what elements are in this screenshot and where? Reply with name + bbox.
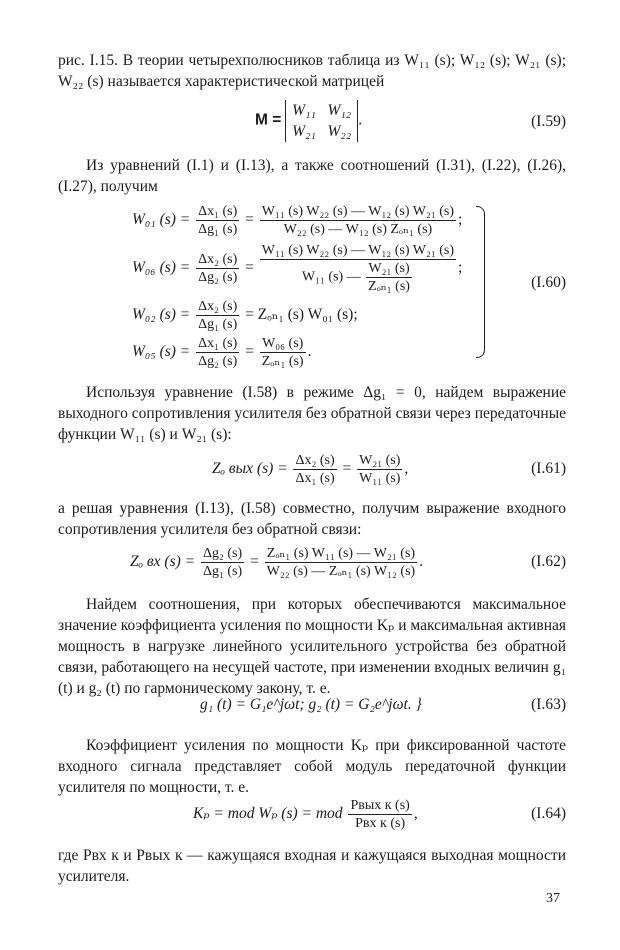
eq60-l2-f1d: Δg₂ (s) [198,270,238,285]
eq60-l3-rhs: = Zₒₙ₁ (s) W₀₁ (s); [245,306,358,324]
paragraph-2: Из уравнений (I.1) и (I.13), а также соотношений (I.31), (I.22), (I.26), (I.27), получим [58,157,566,195]
eq60-l3-f1d: Δg₁ (s) [198,317,238,332]
page-number: 37 [546,891,560,906]
eq59-number: (I.59) [531,113,566,130]
eq60-line2 [132,242,462,295]
eq60-l2-lhs: W₀₆ (s) = [132,259,191,277]
equation-I64 [193,797,418,832]
eq62-lhs: Zₒ вх (s) = [130,553,196,571]
eq59-r1c1: W₁₁ [292,102,316,119]
eq60-l2-d-a: W₁₁ (s) — [301,269,361,285]
eq60-l1-eq: = [245,211,254,229]
eq60-l2-eq: = [245,259,254,277]
eq61-f2n: W₂₁ (s) [359,453,401,468]
eq62-eq: = [250,553,259,571]
paragraph-5: Найдем соотношения, при которых обеспечиваются максимальное значение коэффициента усиления по мощности Kₚ и максимальная активная мощность в нагрузке линейного усилительного устройства без обратной связи, работающего на несущей частоте, при изменении входных величин g₁ (t) и g₂ (t) по гармоническому закону, т. е. [58,596,566,697]
eq62-number: (I.62) [531,553,566,570]
eq62-f2d: W₂₂ (s) — Zₒₙ₁ (s) W₁₂ (s) [266,564,416,579]
eq60-l4-eq: = [245,343,254,361]
paragraph-4: а решая уравнения (I.13), (I.58) совместно, получим выражение входного сопротивления усилителя без обратной связи: [58,500,566,538]
eq63-number: (I.63) [531,696,566,713]
eq60-l4-end: . [307,343,312,361]
eq61-number: (I.61) [531,460,566,477]
eq60-l1-f2d: W₂₂ (s) — W₁₂ (s) Zₒₙ₁ (s) [283,222,433,237]
eq61-f1d: Δx₁ (s) [295,471,335,486]
equation-I59 [255,100,362,142]
eq60-brace [476,206,485,358]
eq61-lhs: Zₒ вых (s) = [212,460,288,478]
eq60-l4-f2n: W₀₆ (s) [260,335,306,353]
eq64-end: , [413,805,418,823]
eq64-number: (I.64) [531,805,566,822]
eq61-f1n: Δx₂ (s) [295,453,335,468]
paragraph-7: где Pвх к и Pвых к — кажущаяся входная и кажущаяся выходная мощности усилителя. [58,847,566,885]
eq60-number: (I.60) [531,274,566,291]
eq60-line4 [132,335,311,370]
eq60-l2-f1n: Δx₂ (s) [198,252,238,267]
eq63-text: g₁ (t) = G₁e^jωt; g₂ (t) = G₂e^jωt. } [200,696,422,713]
eq61-eq: = [342,460,352,478]
eq60-line3 [132,298,358,333]
eq61-f2d: W₁₁ (s) [359,471,401,486]
eq60-l3-f1n: Δx₂ (s) [198,299,238,314]
eq60-line1 [132,203,462,238]
eq60-l1-end: ; [458,211,463,229]
eq60-l3-lhs: W₀₂ (s) = [132,306,191,324]
eq60-l4-f1n: Δx₁ (s) [198,336,238,351]
eq60-l2-end: ; [458,259,463,277]
paragraph-3: Используя уравнение (I.58) в режиме Δg₁ = 0, найдем выражение выходного сопротивления усилителя без обратной связи через передаточные функции W₁₁ (s) и W₂₁ (s): [58,384,566,443]
eq59-lhs: M = [255,111,282,129]
equation-I61 [212,452,408,487]
eq59-r2c2: W₂₂ [327,123,352,140]
equation-I62 [130,545,423,580]
eq60-l1-f2n: W₁₁ (s) W₂₂ (s) — W₁₂ (s) W₂₁ (s) [261,204,455,219]
eq60-l4-f1d: Δg₂ (s) [198,354,238,369]
equation-I63 [200,696,422,714]
paragraph-1: рис. I.15. В теории четырехполюсников таблица из W₁₁ (s); W₁₂ (s); W₂₁ (s); W₂₂ (s) называется характеристической матрицей [58,52,566,90]
paragraph-6: Коэффициент усиления по мощности Kₚ при фиксированной частоте входного сигнала представляет собой модуль передаточной функции усилителя по мощности, т. е. [58,737,566,796]
eq62-f2n: Zₒₙ₁ (s) W₁₁ (s) — W₂₁ (s) [265,545,418,563]
eq64-fd: Pвх к (s) [355,816,406,831]
eq60-l2-d-d: Zₒₙ₁ (s) [368,279,410,294]
eq62-f1d: Δg₁ (s) [202,564,243,579]
eq59-r1c2: W₁₂ [327,102,352,119]
eq60-l4-f2d: Zₒₙ₁ (s) [261,354,304,369]
eq60-l1-f1n: Δx₁ (s) [198,204,238,219]
eq64-lhs: Kₚ = mod Wₚ (s) = mod [193,805,343,823]
eq62-f1n: Δg₂ (s) [202,546,243,561]
eq62-end: . [419,553,424,571]
eq61-end: , [404,460,409,478]
eq60-l1-f1d: Δg₁ (s) [198,222,238,237]
eq59-r2c1: W₂₁ [292,123,316,140]
eq60-l2-d-n: W₂₁ (s) [366,260,412,278]
eq60-l2-f2n: W₁₁ (s) W₂₂ (s) — W₁₂ (s) W₂₁ (s) [261,243,455,258]
eq59-dot: . [358,111,363,129]
eq64-fn: Pвых к (s) [350,798,410,813]
eq60-l1-lhs: W₀₁ (s) = [132,211,191,229]
eq60-l4-lhs: W₀₅ (s) = [132,343,191,361]
